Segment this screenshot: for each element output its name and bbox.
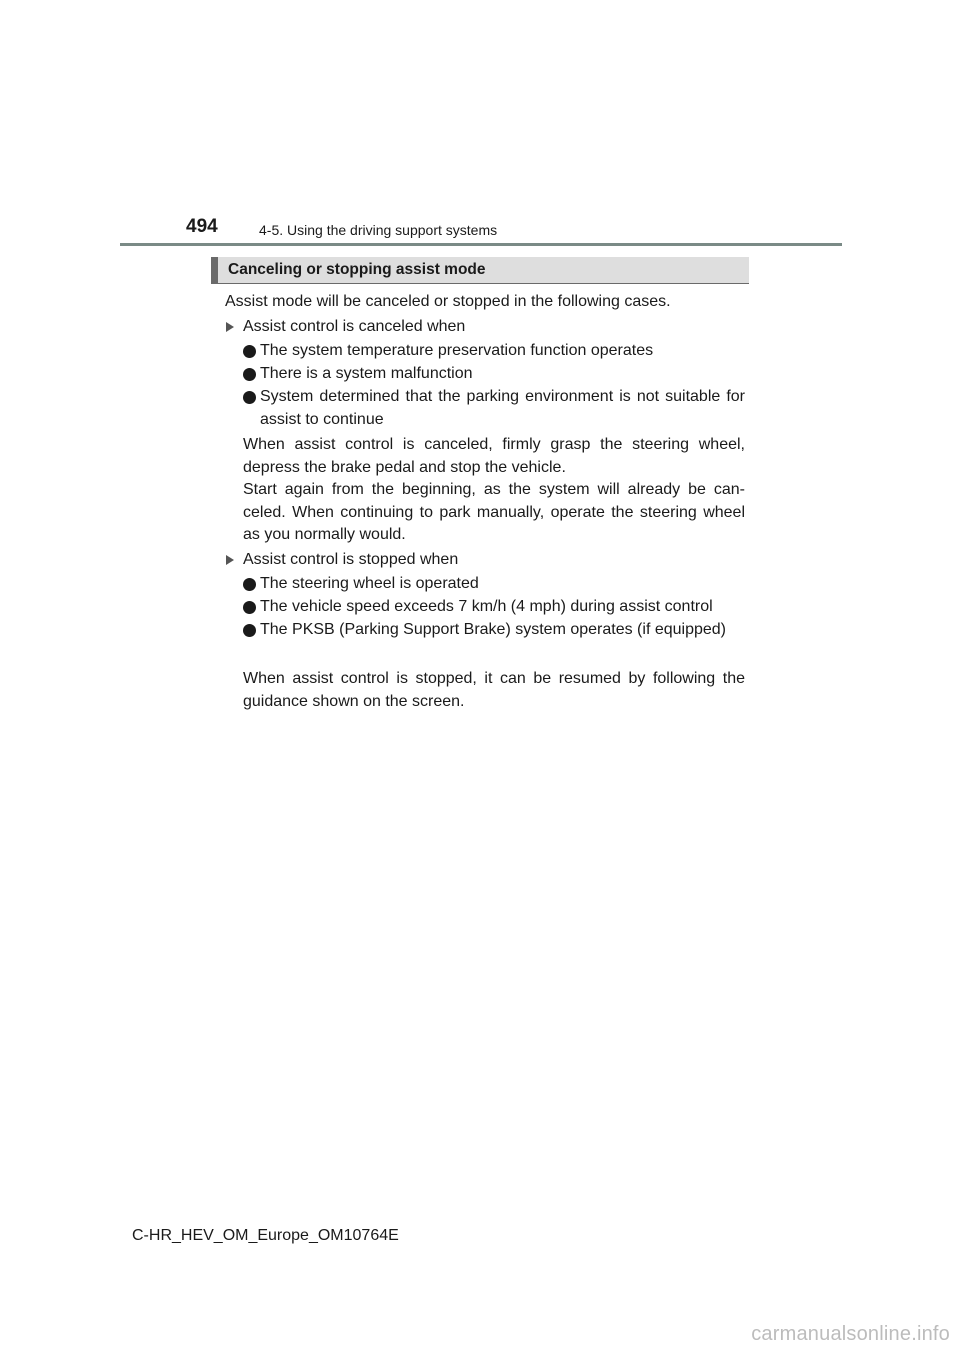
subheading-title: Canceling or stopping assist mode — [228, 261, 486, 278]
stopped-bullet: The vehicle speed exceeds 7 km/h (4 mph) during assist control — [260, 598, 713, 615]
stopped-bullet: The steering wheel is operated — [260, 575, 479, 592]
canceled-note: Start again from the beginning, as the system will already be can-celed. When continuing to park manually, operate the steering wheel as you normally would. — [243, 481, 745, 543]
stopped-bullet: The PKSB (Parking Support Brake) system operates (if equipped) — [260, 621, 726, 638]
canceled-note: When assist control is canceled, firmly grasp the steering wheel, depress the brake pedal and stop the vehicle. — [243, 436, 745, 476]
triangle-bullet-icon — [226, 555, 234, 565]
canceled-title: Assist control is canceled when — [243, 318, 466, 335]
watermark: carmanualsonline.info — [751, 1323, 950, 1345]
bullet-dot-icon — [243, 345, 256, 358]
page-number: 494 — [186, 216, 218, 237]
stopped-note: When assist control is stopped, it can be resumed by following the guidance shown on the screen. — [243, 670, 745, 710]
canceled-bullet: System determined that the parking environment is not suitable for assist to continue — [260, 388, 745, 428]
bullet-dot-icon — [243, 391, 256, 404]
canceled-bullet: The system temperature preservation function operates — [260, 342, 654, 359]
triangle-bullet-icon — [226, 322, 234, 332]
subheading-bar — [211, 257, 749, 284]
bullet-dot-icon — [243, 368, 256, 381]
stopped-title: Assist control is stopped when — [243, 551, 459, 568]
canceled-bullet: There is a system malfunction — [260, 365, 473, 382]
intro-text: Assist mode will be canceled or stopped in the following cases. — [225, 293, 671, 310]
section-title: 4-5. Using the driving support systems — [259, 222, 498, 238]
bullet-dot-icon — [243, 624, 256, 637]
bullet-dot-icon — [243, 601, 256, 614]
footer-doc-code: C-HR_HEV_OM_Europe_OM10764E — [132, 1227, 399, 1244]
bullet-dot-icon — [243, 578, 256, 591]
header-divider — [120, 243, 842, 246]
